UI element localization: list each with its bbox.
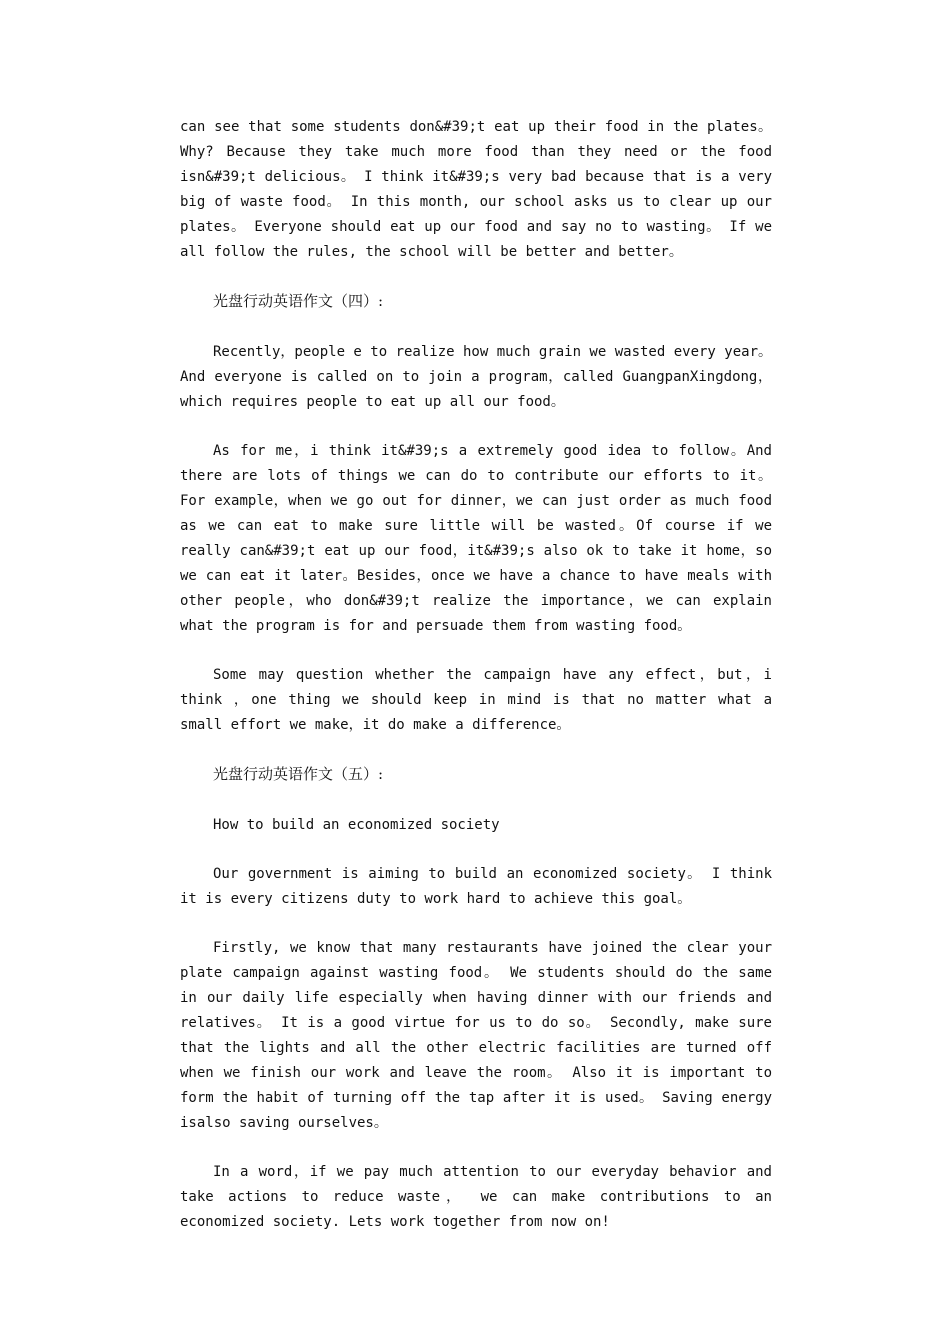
essay-title: How to build an economized society [213,817,500,833]
paragraph-4: Some may question whether the campaign have any effect，but，i think ，one thing we should keep in mind is that no matter what a small effort we make，it do make a difference。 [180,667,772,733]
paragraph-7: Firstly, we know that many restaurants have joined the clear your plate campaign against wasting food。 We students should do the same in our daily life especially when having dinner with our friends and relatives。 It is a good virtue for us to do so。 Secondly, make sure that the lights and all the other electric facilities are turned off when we finish our work and leave the room。 Also it is important to form the habit of turning off the tap after it is used。 Saving energy isalso saving ourselves。 [180,940,772,1131]
section-heading-4: 光盘行动英语作文（四）: [213,292,384,310]
section-heading-5: 光盘行动英语作文（五）: [213,765,384,783]
paragraph-1: can see that some students don&#39;t eat up their food in the plates。 Why? Because they take much more food than they need or the food isn&#39;t delicious。 I think it&#39;s very bad because that is a very big of waste food。 In this month, our school asks us to clear up our plates。 Everyone should eat up our food and say no to wasting。 If we all follow the rules, the school will be better and better。 [180,119,772,260]
paragraph-6: Our government is aiming to build an economized society。 I think it is every citizens duty to work hard to achieve this goal。 [180,866,772,907]
paragraph-8: In a word，if we pay much attention to our everyday behavior and take actions to reduce waste， we can make contributions to an economized society. Lets work together from now on! [180,1164,772,1230]
paragraph-3: As for me，i think it&#39;s a extremely good idea to follow。And there are lots of things we can do to contribute our efforts to it。For example，when we go out for dinner，we can just order as much food as we can eat to make sure little will be wasted。Of course if we really can&#39;t eat up our food，it&#39;s also ok to take it home，so we can eat it later。Besides，once we have a chance to have meals with other people，who don&#39;t realize the importance，we can explain what the program is for and persuade them from wasting food。 [180,443,772,634]
document-page [180,115,772,1235]
paragraph-2: Recently，people e to realize how much grain we wasted every year。And everyone is called on to join a program，called GuangpanXingdong，which requires people to eat up all our food。 [180,344,773,410]
